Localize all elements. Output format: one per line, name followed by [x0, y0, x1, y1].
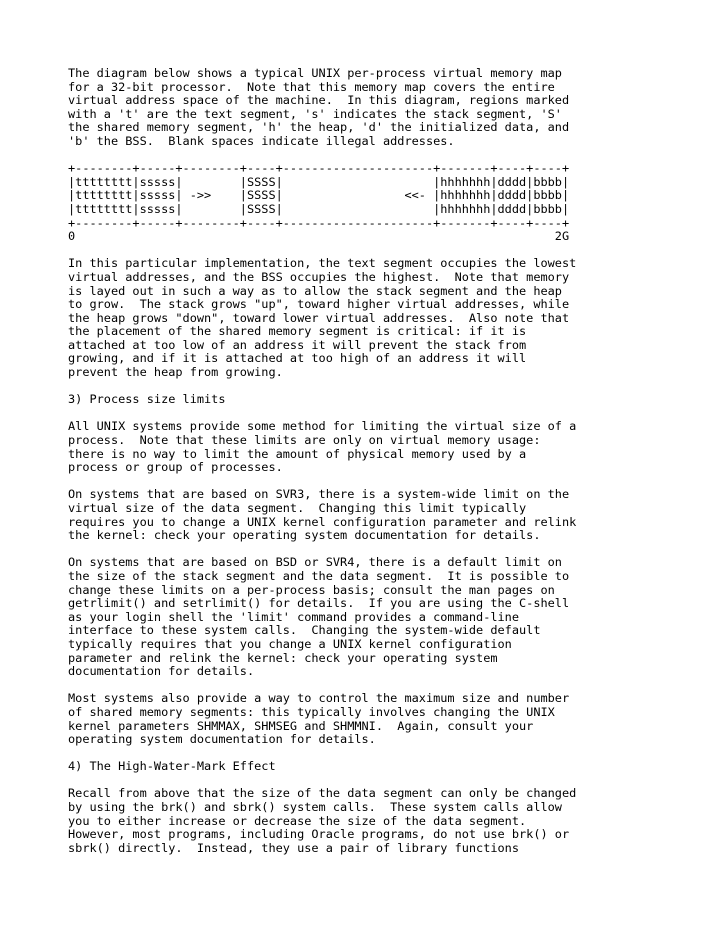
section-4-heading — [68, 760, 708, 774]
text-line: getrlimit() and setrlimit() for details. If you are using the C-shell — [68, 596, 570, 611]
text-line: prevent the heap from growing. — [68, 365, 283, 380]
section-3-paragraph-3 — [68, 556, 708, 678]
text-line: the shared memory segment, 'h' the heap, 'd' the initialized data, and — [68, 120, 570, 135]
text-line: 'b' the BSS. Blank spaces indicate illegal addresses. — [68, 133, 455, 148]
diagram-row: |tttttttt|sssss| |SSSS| |hhhhhhh|dddd|bbbb| — [68, 201, 570, 216]
diagram-border-bottom: +--------+-----+--------+----+---------------------+-------+----+----+ — [68, 215, 570, 230]
section-3-paragraph-4 — [68, 692, 708, 746]
diagram-address-scale: 0 2G — [68, 229, 570, 244]
section-heading: 4) The High-Water-Mark Effect — [68, 759, 276, 774]
text-line: growing, and if it is attached at too high of an address it will — [68, 351, 527, 366]
section-3-heading — [68, 393, 708, 407]
text-line: The diagram below shows a typical UNIX per-process virtual memory map — [68, 66, 562, 80]
memory-map-diagram — [68, 162, 708, 244]
text-line: typically requires that you change a UNIX kernel configuration — [68, 636, 512, 651]
text-line: to grow. The stack grows "up", toward higher virtual addresses, while — [68, 297, 570, 312]
diagram-row: |tttttttt|sssss| ->> |SSSS| <<- |hhhhhhh|dddd|bbbb| — [68, 188, 570, 203]
section-4-paragraph-1 — [68, 787, 708, 855]
text-line: with a 't' are the text segment, 's' indicates the stack segment, 'S' — [68, 106, 562, 121]
text-line: the placement of the shared memory segment is critical: if it is — [68, 324, 527, 339]
text-line: for a 32-bit processor. Note that this memory map covers the entire — [68, 79, 555, 94]
text-line: On systems that are based on SVR3, there is a system-wide limit on the — [68, 487, 570, 502]
diagram-row: |tttttttt|sssss| |SSSS| |hhhhhhh|dddd|bbbb| — [68, 174, 570, 189]
text-line: virtual addresses, and the BSS occupies the highest. Note that memory — [68, 269, 570, 284]
text-line: Recall from above that the size of the data segment can only be changed — [68, 786, 577, 801]
text-line: virtual size of the data segment. Changing this limit typically — [68, 501, 527, 515]
text-line: sbrk() directly. Instead, they use a pair of library functions — [68, 840, 520, 855]
text-line: of shared memory segments: this typically involves changing the UNIX — [68, 704, 555, 719]
layout-explanation-paragraph — [68, 257, 708, 379]
text-line: kernel parameters SHMMAX, SHMSEG and SHMMNI. Again, consult your — [68, 718, 534, 733]
text-line: as your login shell the 'limit' command provides a command-line — [68, 609, 520, 624]
text-line: requires you to change a UNIX kernel configuration parameter and relink — [68, 514, 577, 529]
section-3-paragraph-1 — [68, 420, 708, 474]
diagram-border-top: +--------+-----+--------+----+---------------------+-------+----+----+ — [68, 161, 570, 176]
text-line: there is no way to limit the amount of physical memory used by a — [68, 446, 527, 461]
text-line: On systems that are based on BSD or SVR4, there is a default limit on — [68, 555, 562, 570]
section-heading: 3) Process size limits — [68, 392, 226, 407]
text-line: the kernel: check your operating system documentation for details. — [68, 528, 541, 543]
text-line: process. Note that these limits are only on virtual memory usage: — [68, 433, 541, 448]
text-line: change these limits on a per-process basis; consult the man pages on — [68, 582, 555, 597]
intro-paragraph — [68, 67, 708, 149]
text-line: process or group of processes. — [68, 460, 283, 475]
text-line: In this particular implementation, the text segment occupies the lowest — [68, 256, 577, 271]
text-line: attached at too low of an address it will prevent the stack from — [68, 337, 527, 352]
text-line: the heap grows "down", toward lower virtual addresses. Also note that — [68, 310, 570, 325]
text-line: is layed out in such a way as to allow the stack segment and the heap — [68, 283, 562, 298]
text-line: operating system documentation for details. — [68, 732, 376, 747]
text-line: All UNIX systems provide some method for limiting the virtual size of a — [68, 419, 577, 434]
text-line: by using the brk() and sbrk() system calls. These system calls allow — [68, 800, 562, 815]
text-line: However, most programs, including Oracle programs, do not use brk() or — [68, 827, 570, 842]
text-line: interface to these system calls. Changing the system-wide default — [68, 623, 541, 638]
text-line: parameter and relink the kernel: check your operating system — [68, 650, 498, 665]
text-line: documentation for details. — [68, 664, 255, 679]
text-line: Most systems also provide a way to control the maximum size and number — [68, 691, 570, 706]
text-line: the size of the stack segment and the data segment. It is possible to — [68, 568, 570, 583]
document-page — [68, 67, 708, 869]
text-line: virtual address space of the machine. In this diagram, regions marked — [68, 93, 570, 108]
section-3-paragraph-2 — [68, 488, 708, 542]
text-line: you to either increase or decrease the size of the data segment. — [68, 813, 527, 828]
